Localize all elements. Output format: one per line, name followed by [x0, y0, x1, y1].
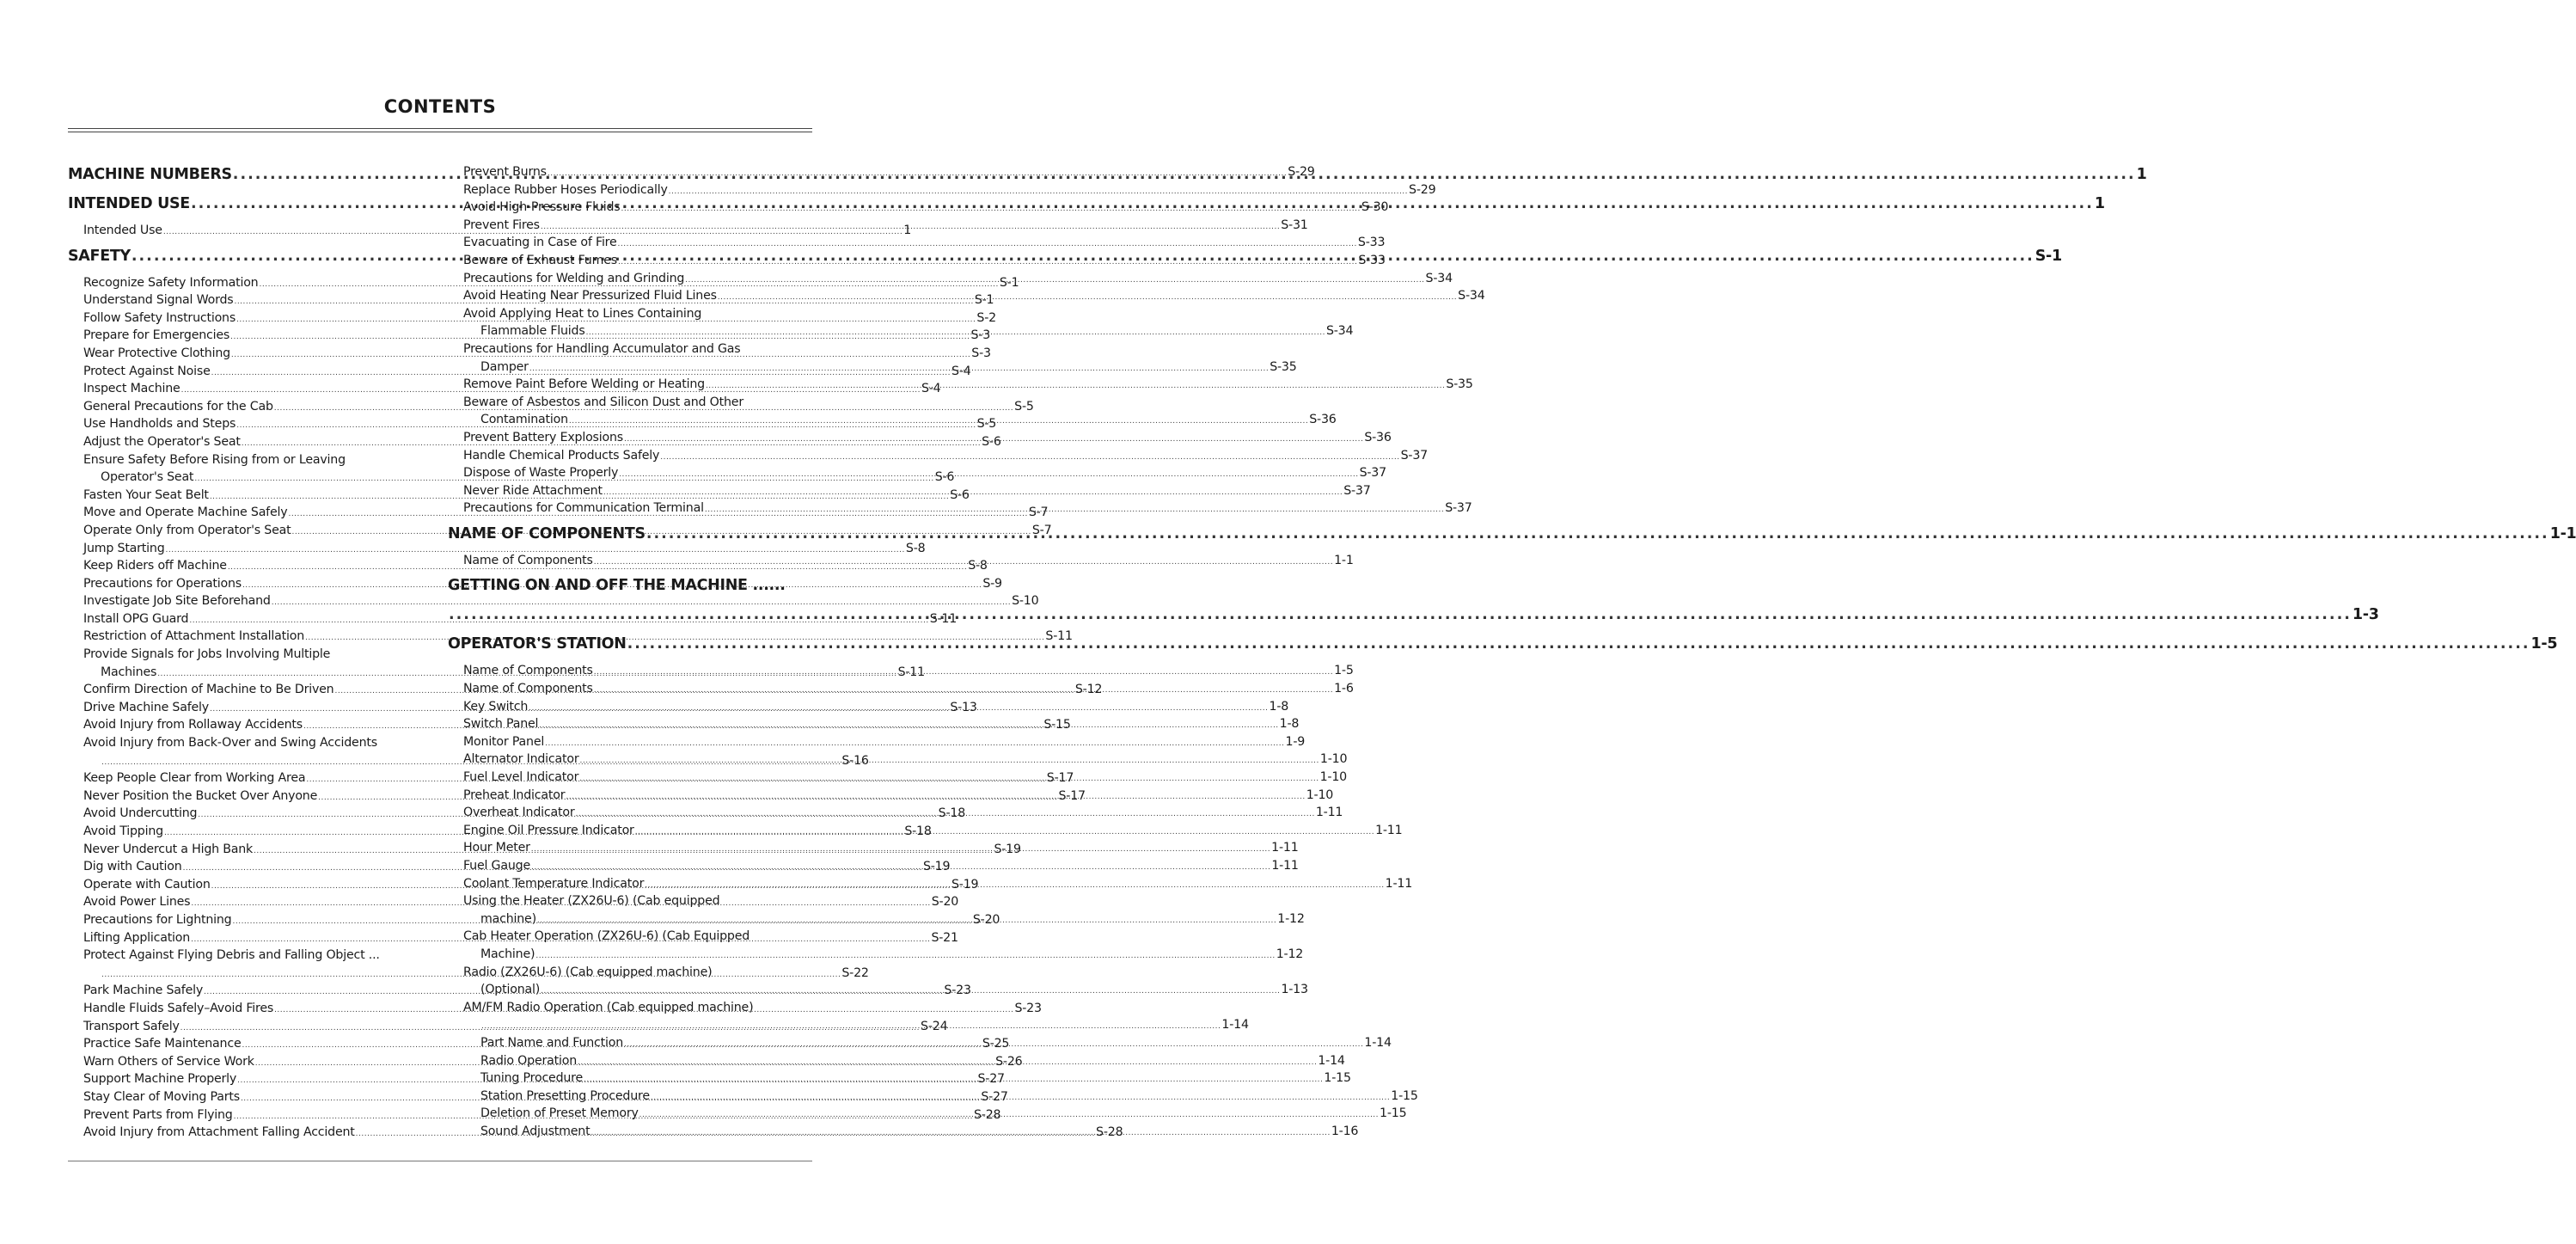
toc-entry-label: Fasten Your Seat Belt: [83, 487, 209, 502]
dot-leader: [579, 770, 1319, 788]
dot-leader: [718, 289, 1457, 307]
toc-entry-label: Machine): [480, 947, 535, 961]
toc-entry-label: Install OPG Guard: [83, 611, 189, 626]
toc-page-number: S-20: [972, 912, 1000, 927]
toc-entry-label: Avoid Injury from Rollaway Accidents: [83, 718, 303, 732]
toc-page-number: S-16: [841, 753, 869, 768]
toc-entry-label: Prevent Battery Explosions: [463, 430, 623, 444]
toc-entry-label: Machines: [101, 665, 157, 679]
toc-entry-label: Remove Paint Before Welding or Heating: [463, 377, 705, 392]
toc-page-number: S-15: [1043, 718, 1071, 732]
toc-entry-label: MACHINE NUMBERS: [68, 166, 232, 183]
toc-page-number: 1-8: [1279, 717, 1300, 732]
toc-page-number: S-34: [1325, 324, 1354, 339]
toc-entry-label: Part Name and Function: [480, 1035, 624, 1050]
toc-page-number: 1-13: [1281, 983, 1308, 997]
toc-entry-label: Replace Rubber Hoses Periodically: [463, 182, 668, 197]
toc-page-number: 1-11: [1385, 876, 1413, 891]
toc-entry-label: Move and Operate Machine Safely: [83, 506, 288, 520]
dot-leader: [618, 254, 1357, 272]
dot-leader: [646, 523, 2549, 545]
toc-entry-label: Fuel Gauge: [463, 859, 530, 873]
toc-page-number: S-6: [934, 470, 955, 485]
dot-leader: [481, 1018, 1221, 1036]
title-rule-top: [68, 128, 812, 129]
toc-entry-label: General Precautions for the Cab: [83, 399, 273, 414]
toc-entry-label: Switch Panel: [463, 717, 539, 732]
toc-entry-line[interactable]: Protect Against Flying Debris and Falling Object ...: [83, 948, 380, 963]
toc-page-number: S-1: [974, 293, 994, 308]
toc-entry-label: Prevent Parts from Flying: [83, 1107, 233, 1122]
toc-page-number: 1-10: [1306, 787, 1334, 802]
toc-entry[interactable]: [448, 217, 1308, 235]
toc-entry-label: Jump Starting: [83, 541, 165, 555]
toc-entry-label: Operator's Seat: [101, 470, 194, 485]
toc-page-number: S-37: [1343, 483, 1371, 498]
toc-page-number: S-25: [982, 1037, 1010, 1051]
dot-leader: [621, 200, 1360, 218]
toc-page-number: S-1: [999, 275, 1019, 290]
toc-entry-label: Drive Machine Safely: [83, 700, 209, 714]
toc-page-number: 1: [903, 224, 912, 237]
toc-page-number: S-24: [921, 1019, 948, 1033]
toc-entry-label: Alternator Indicator: [463, 752, 579, 767]
toc-page-number: 1-10: [1319, 752, 1348, 767]
toc-entry-label: Deletion of Preset Memory: [480, 1106, 639, 1121]
toc-entry-label: INTENDED USE: [68, 195, 190, 212]
toc-page-number: S-8: [905, 541, 926, 555]
dot-leader: [660, 449, 1399, 467]
toc-entry[interactable]: [68, 610, 958, 628]
toc-entry-line[interactable]: Beware of Asbestos and Silicon Dust and Other: [463, 395, 743, 409]
toc-page-number: S-35: [1446, 377, 1473, 392]
toc-page-number: S-1: [2034, 247, 2062, 265]
page-title: CONTENTS: [383, 96, 497, 117]
toc-entry[interactable]: [448, 199, 1389, 217]
toc-page-number: S-37: [1445, 501, 1472, 516]
toc-entry-label: Name of Components: [463, 553, 593, 567]
toc-entry-label: Coolant Temperature Indicator: [463, 876, 645, 891]
dot-leader: [531, 841, 1270, 859]
toc-page-number: S-12: [1074, 683, 1103, 697]
toc-page-number: S-6: [982, 434, 1001, 449]
toc-entry-label: Keep People Clear from Working Area: [83, 771, 306, 786]
toc-entry-label: Prevent Fires: [463, 218, 540, 232]
toc-page-number: 1-15: [1391, 1088, 1418, 1103]
toc-page-number: S-2: [976, 310, 996, 325]
toc-page-number: 1-10: [1319, 770, 1347, 785]
toc-page-number: 1-14: [1318, 1053, 1345, 1068]
toc-page-number: S-11: [1045, 629, 1073, 644]
dot-leader: [531, 859, 1270, 877]
dot-leader: [548, 165, 1287, 183]
toc-entry[interactable]: [68, 1018, 948, 1036]
toc-entry-label: machine): [480, 911, 536, 926]
toc-entry-label: NAME OF COMPONENTS: [448, 524, 646, 542]
toc-page-number: 1-6: [1334, 682, 1354, 696]
toc-entry-label: Precautions for Lightning: [83, 912, 232, 927]
toc-page-number: S-8: [968, 559, 988, 573]
dot-leader: [635, 824, 1374, 842]
toc-entry-line[interactable]: Avoid Injury from Back-Over and Swing Accidents: [83, 736, 377, 751]
toc-entry-label: Overheat Indicator: [463, 806, 575, 820]
toc-page-number: S-10: [1012, 594, 1039, 609]
toc-page-number: S-37: [1359, 466, 1386, 481]
toc-entry-label: Prepare for Emergencies: [83, 328, 230, 343]
toc-entry-label: Transport Safely: [83, 1019, 180, 1033]
toc-entry-label: Preheat Indicator: [463, 787, 566, 802]
toc-page-number: S-19: [922, 860, 951, 874]
dot-leader: [529, 700, 1268, 718]
toc-entry-label: Name of Components: [463, 664, 593, 678]
toc-page-number: S-35: [1270, 359, 1297, 374]
toc-page-number: S-36: [1364, 430, 1392, 444]
dot-leader: [639, 1106, 1379, 1125]
toc-entry-label: Recognize Safety Information: [83, 275, 259, 290]
dot-leader: [594, 664, 1333, 682]
toc-page-number: S-5: [1014, 399, 1034, 414]
toc-entry-label: Lifting Application: [83, 930, 191, 945]
toc-page-number: S-34: [1458, 289, 1485, 303]
dot-leader: [575, 806, 1314, 824]
toc-page-number: S-19: [994, 842, 1021, 856]
dot-leader: [619, 466, 1358, 484]
toc-entry-label: Dig with Caution: [83, 860, 182, 874]
dot-leader: [580, 752, 1319, 770]
toc-page-number: S-18: [904, 824, 932, 838]
dot-leader: [529, 360, 1269, 378]
toc-page-number: 1-15: [1380, 1106, 1407, 1121]
toc-entry-label: Investigate Job Site Beforehand: [83, 594, 271, 609]
toc-page-number: S-26: [995, 1054, 1023, 1069]
toc-entry-label: Never Undercut a High Bank: [83, 842, 254, 856]
toc-page-number: S-11: [929, 611, 958, 626]
toc-page-number: S-31: [1281, 218, 1308, 232]
toc-entry-label: Monitor Panel: [463, 734, 545, 749]
toc-entry-label: Name of Components: [463, 682, 593, 696]
dot-leader: [541, 218, 1280, 236]
toc-entry-label: Adjust the Operator's Seat: [83, 434, 241, 449]
toc-entry-label: (Optional): [480, 983, 541, 997]
toc-entry-label: Engine Oil Pressure Indicator: [463, 823, 634, 837]
toc-page-number: 1-5: [1334, 664, 1354, 678]
toc-page-number: 1-1: [2549, 524, 2576, 542]
dot-leader: [537, 912, 1276, 930]
toc-entry-label: Flammable Fluids: [480, 324, 585, 339]
dot-leader: [624, 431, 1363, 449]
toc-page-number: 1-14: [1221, 1018, 1249, 1033]
dot-leader: [449, 604, 2352, 626]
toc-page-number: S-33: [1358, 253, 1386, 267]
toc-entry-label: Avoid Tipping: [83, 824, 163, 838]
toc-page-number: S-23: [944, 984, 971, 998]
toc-entry-label: Support Machine Properly: [83, 1072, 237, 1087]
toc-entry-label: Radio Operation: [480, 1053, 577, 1068]
toc-entry-line[interactable]: Provide Signals for Jobs Involving Multiple: [83, 647, 331, 662]
toc-page-number: 1-15: [1324, 1071, 1351, 1086]
toc-page-number: S-34: [1425, 271, 1453, 285]
toc-page-number: 1-11: [1271, 859, 1299, 873]
toc-page-number: S-30: [1361, 200, 1389, 215]
dot-leader: [545, 735, 1284, 753]
toc-section-heading-line[interactable]: GETTING ON AND OFF THE MACHINE ......: [448, 577, 786, 595]
toc-entry-label: Fuel Level Indicator: [463, 770, 579, 785]
dot-leader: [627, 633, 2530, 655]
toc-entry-label: SAFETY: [68, 247, 131, 265]
toc-page-number: 1: [2136, 166, 2147, 183]
toc-entry-label: Inspect Machine: [83, 382, 181, 396]
toc-entry-label: Never Position the Bucket Over Anyone: [83, 788, 318, 803]
toc-entry-label: Precautions for Communication Terminal: [463, 501, 704, 516]
toc-entry-label: Operate with Caution: [83, 877, 211, 892]
toc-entry-label: Avoid Injury from Attachment Falling Accident: [83, 1125, 355, 1140]
toc-page-number: S-4: [951, 364, 971, 378]
toc-page-number: S-27: [977, 1072, 1005, 1087]
toc-entry-label: Protect Against Noise: [83, 364, 211, 378]
toc-entry-label: Handle Fluids Safely–Avoid Fires: [83, 1001, 274, 1015]
toc-page-number: S-29: [1409, 182, 1436, 197]
toc-page-number: S-17: [1046, 771, 1074, 786]
toc-entry-label: Understand Signal Words: [83, 293, 234, 308]
toc-page-number: S-28: [1096, 1125, 1123, 1140]
toc-entry-line[interactable]: Avoid Applying Heat to Lines Containing: [463, 306, 702, 321]
toc-entry-label: Prevent Burns: [463, 165, 547, 179]
toc-page-number: 1-8: [1269, 699, 1289, 714]
toc-page-number: S-18: [938, 806, 966, 821]
toc-entry-label: Warn Others of Service Work: [83, 1054, 254, 1069]
toc-page-number: 1-12: [1277, 911, 1305, 926]
dot-leader: [594, 554, 1333, 572]
toc-entry-label: Keep Riders off Machine: [83, 559, 227, 573]
toc-entry-label: Practice Safe Maintenance: [83, 1037, 242, 1051]
toc-page-number: 1-11: [1315, 806, 1343, 820]
dot-leader: [578, 1054, 1317, 1072]
toc-entry[interactable]: [448, 163, 1315, 181]
toc-entry[interactable]: [448, 252, 1386, 270]
toc-entry-label: Operate Only from Operator's Seat: [83, 523, 291, 537]
dot-leader: [645, 877, 1384, 895]
dot-leader: [569, 413, 1308, 431]
toc-entry[interactable]: [448, 322, 1354, 340]
toc-page-number: S-22: [841, 965, 869, 980]
toc-page-number: S-3: [970, 328, 991, 343]
toc-page-number: S-23: [1014, 1001, 1042, 1015]
toc-entry-label: Avoid Undercutting: [83, 806, 198, 821]
dot-leader: [590, 1125, 1330, 1143]
toc-entry-label: Evacuating in Case of Fire: [463, 236, 617, 250]
toc-page-number: S-11: [897, 665, 925, 679]
dot-leader: [685, 272, 1424, 290]
toc-entry-label: Precautions for Operations: [83, 576, 242, 591]
toc-entry-label: Contamination: [480, 413, 568, 427]
toc-entry-label: Damper: [480, 359, 529, 374]
toc-entry-label: Avoid High-Pressure Fluids: [463, 200, 621, 215]
toc-entry-label: Handle Chemical Products Safely: [463, 448, 660, 463]
toc-entry[interactable]: [448, 733, 1306, 751]
toc-page-number: S-28: [974, 1107, 1001, 1122]
toc-entry[interactable]: [448, 946, 1304, 964]
toc-page-number: S-36: [1309, 413, 1337, 427]
dot-leader: [651, 1089, 1390, 1107]
toc-entry[interactable]: [68, 592, 1039, 610]
dot-leader: [566, 788, 1305, 806]
toc-page-number: S-5: [976, 417, 997, 432]
toc-page-number: S-4: [921, 382, 941, 396]
toc-entry-label: Never Ride Attachment: [463, 483, 603, 498]
dot-leader: [669, 183, 1408, 201]
toc-entry-label: Station Presetting Procedure: [480, 1088, 650, 1103]
toc-page-number: 1-1: [1334, 553, 1354, 567]
toc-entry-label: Tuning Procedure: [480, 1071, 584, 1086]
dot-leader: [586, 324, 1325, 342]
toc-entry[interactable]: [448, 447, 1428, 465]
toc-page-number: S-17: [1058, 788, 1086, 803]
toc-entry-line[interactable]: Radio (ZX26U-6) (Cab equipped machine): [463, 965, 713, 979]
dot-leader: [584, 1071, 1323, 1089]
toc-entry-label: Use Handholds and Steps: [83, 417, 236, 432]
toc-page-number: 1-11: [1271, 841, 1299, 855]
dot-leader: [541, 983, 1280, 1001]
toc-entry-label: Stay Clear of Moving Parts: [83, 1089, 240, 1104]
toc-page-number: S-7: [1028, 506, 1049, 520]
toc-page-number: 1-3: [2352, 606, 2379, 624]
toc-entry-label: Restriction of Attachment Installation: [83, 629, 305, 644]
toc-entry-label: Wear Protective Clothing: [83, 346, 230, 360]
toc-entry-line[interactable]: Ensure Safety Before Rising from or Leaving: [83, 452, 346, 467]
toc-entry-label: OPERATOR'S STATION: [448, 635, 627, 653]
dot-leader: [594, 682, 1333, 700]
toc-page-number: 1-11: [1375, 823, 1403, 837]
toc-entry-label: Follow Safety Instructions: [83, 310, 236, 325]
toc-entry-label: Avoid Heating Near Pressurized Fluid Lines: [463, 289, 717, 303]
toc-page-number: S-29: [1288, 165, 1315, 179]
toc-page-number: S-37: [1400, 448, 1428, 463]
toc-page-number: 1-16: [1331, 1124, 1359, 1138]
toc-page-number: 1-5: [2530, 635, 2558, 653]
dot-leader: [706, 377, 1445, 395]
toc-entry[interactable]: [448, 234, 1386, 252]
toc-page-number: S-13: [950, 700, 977, 714]
toc-entry-label: Sound Adjustment: [480, 1124, 590, 1138]
dot-leader: [535, 947, 1275, 965]
toc-page-number: S-6: [950, 487, 970, 502]
dot-leader: [618, 236, 1357, 254]
toc-page-number: S-20: [931, 895, 959, 910]
toc-entry-line[interactable]: Cab Heater Operation (ZX26U-6) (Cab Equipped: [463, 929, 750, 944]
toc-entry-label: Intended Use: [83, 224, 162, 237]
toc-entry-label: Dispose of Waste Properly: [463, 466, 619, 481]
toc-entry-label: Park Machine Safely: [83, 984, 204, 998]
toc-entry-label: Key Switch: [463, 699, 529, 714]
toc-page-number: 1-14: [1364, 1035, 1392, 1050]
dot-leader: [539, 717, 1278, 735]
toc-entry-label: Precautions for Welding and Grinding: [463, 271, 685, 285]
toc-entry-line[interactable]: Precautions for Handling Accumulator and Gas: [463, 341, 741, 356]
toc-entry-line[interactable]: Using the Heater (ZX26U-6) (Cab equipped: [463, 894, 720, 909]
toc-page-number: S-19: [951, 877, 979, 892]
toc-page-number: S-21: [931, 930, 958, 945]
toc-page-number: 1-12: [1276, 947, 1304, 961]
toc-entry[interactable]: [68, 540, 926, 558]
toc-entry-label: Beware of Exhaust Fumes: [463, 253, 617, 267]
toc-entry-label: Avoid Power Lines: [83, 895, 191, 910]
dot-leader: [603, 484, 1343, 502]
toc-page-number: 1-9: [1285, 734, 1306, 749]
toc-page-number: S-33: [1357, 236, 1386, 250]
toc-page-number: S-9: [982, 576, 1002, 591]
toc-page-number: S-3: [971, 346, 991, 360]
toc-page-number: S-7: [1031, 523, 1052, 537]
toc-entry[interactable]: [448, 181, 1436, 199]
toc-entry-line[interactable]: AM/FM Radio Operation (Cab equipped machine): [463, 1000, 754, 1014]
toc-page-number: 1: [2094, 195, 2105, 212]
dot-leader: [624, 1036, 1363, 1054]
toc-entry-label: Hour Meter: [463, 841, 530, 855]
dot-leader: [705, 501, 1444, 519]
toc-entry-label: Confirm Direction of Machine to Be Driven: [83, 683, 334, 697]
toc-page-number: S-27: [981, 1089, 1008, 1104]
